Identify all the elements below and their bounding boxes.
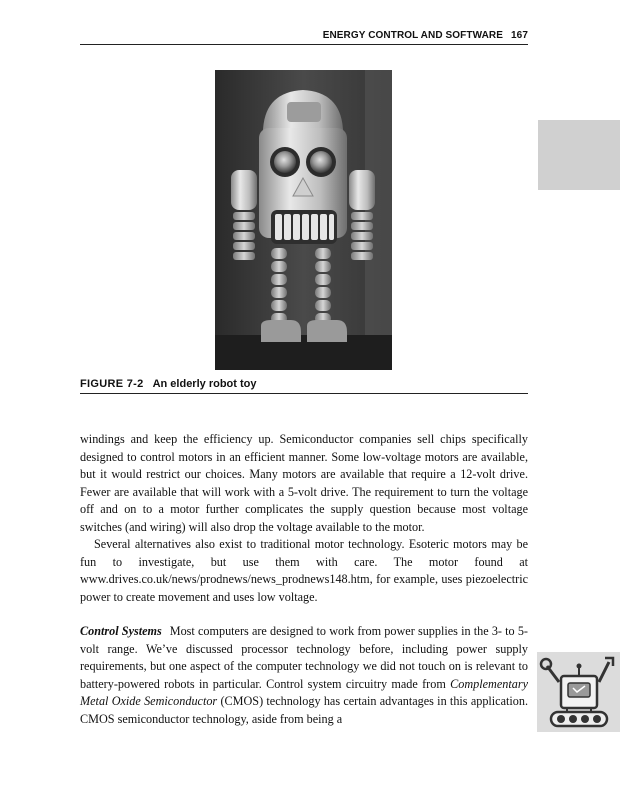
robot-margin-icon bbox=[537, 652, 620, 732]
running-title: ENERGY CONTROL AND SOFTWARE bbox=[322, 30, 503, 41]
control-systems-text-b: (CMOS) technology has certain advantages in this application. CMOS semiconductor technology, aside from being a bbox=[80, 694, 529, 726]
paragraph-alternatives: Several alternatives also exist to traditional motor technology. Esoteric motors may be fun to investigate, but use them with care. The motor found at www.drives.co.uk/news/prodnews/news_prodnews148.htm, for example, uses piezoelectric power to create movement and uses low voltage. bbox=[80, 537, 528, 604]
figure-label: FIGURE 7-2 bbox=[80, 378, 144, 390]
robot-icon bbox=[537, 652, 620, 732]
paragraph-control-systems bbox=[80, 623, 528, 728]
paragraph-windings: windings and keep the efficiency up. Semiconductor companies sell chips specifically designed to control motors in an efficient manner. Some low-voltage motors are available, but it would restrict our choices. Many motors are available that require a 12-volt drive. Fewer are available that will work with a 5-volt drive. The requirement to turn the voltage off and on to a motor further complicates the supply question because most voltage switches (and wiring) will also drop the voltage available to the motor. bbox=[80, 432, 528, 534]
chapter-thumb-tab bbox=[538, 120, 620, 190]
body-text bbox=[80, 431, 528, 728]
run-in-heading: Control Systems bbox=[80, 624, 162, 638]
robot-toy-photo bbox=[215, 70, 392, 370]
control-systems-text-a: Most computers are designed to work from power supplies in the 3- to 5-volt range. We’ve discussed processor technology before, including power supply requirements, but one aspect of the computer technology we did not touch on is relevant to battery-powered robots in particular. Control system circuitry made from bbox=[80, 624, 528, 691]
robot-toy-illustration bbox=[215, 70, 392, 370]
running-header bbox=[80, 30, 528, 41]
page-number: 167 bbox=[511, 30, 528, 41]
caption-rule bbox=[80, 393, 528, 394]
figure-caption-text: An elderly robot toy bbox=[152, 378, 257, 390]
figure-caption bbox=[80, 378, 256, 390]
header-rule bbox=[80, 44, 528, 45]
cmos-term: Complementary Metal Oxide Semiconductor bbox=[80, 676, 528, 708]
